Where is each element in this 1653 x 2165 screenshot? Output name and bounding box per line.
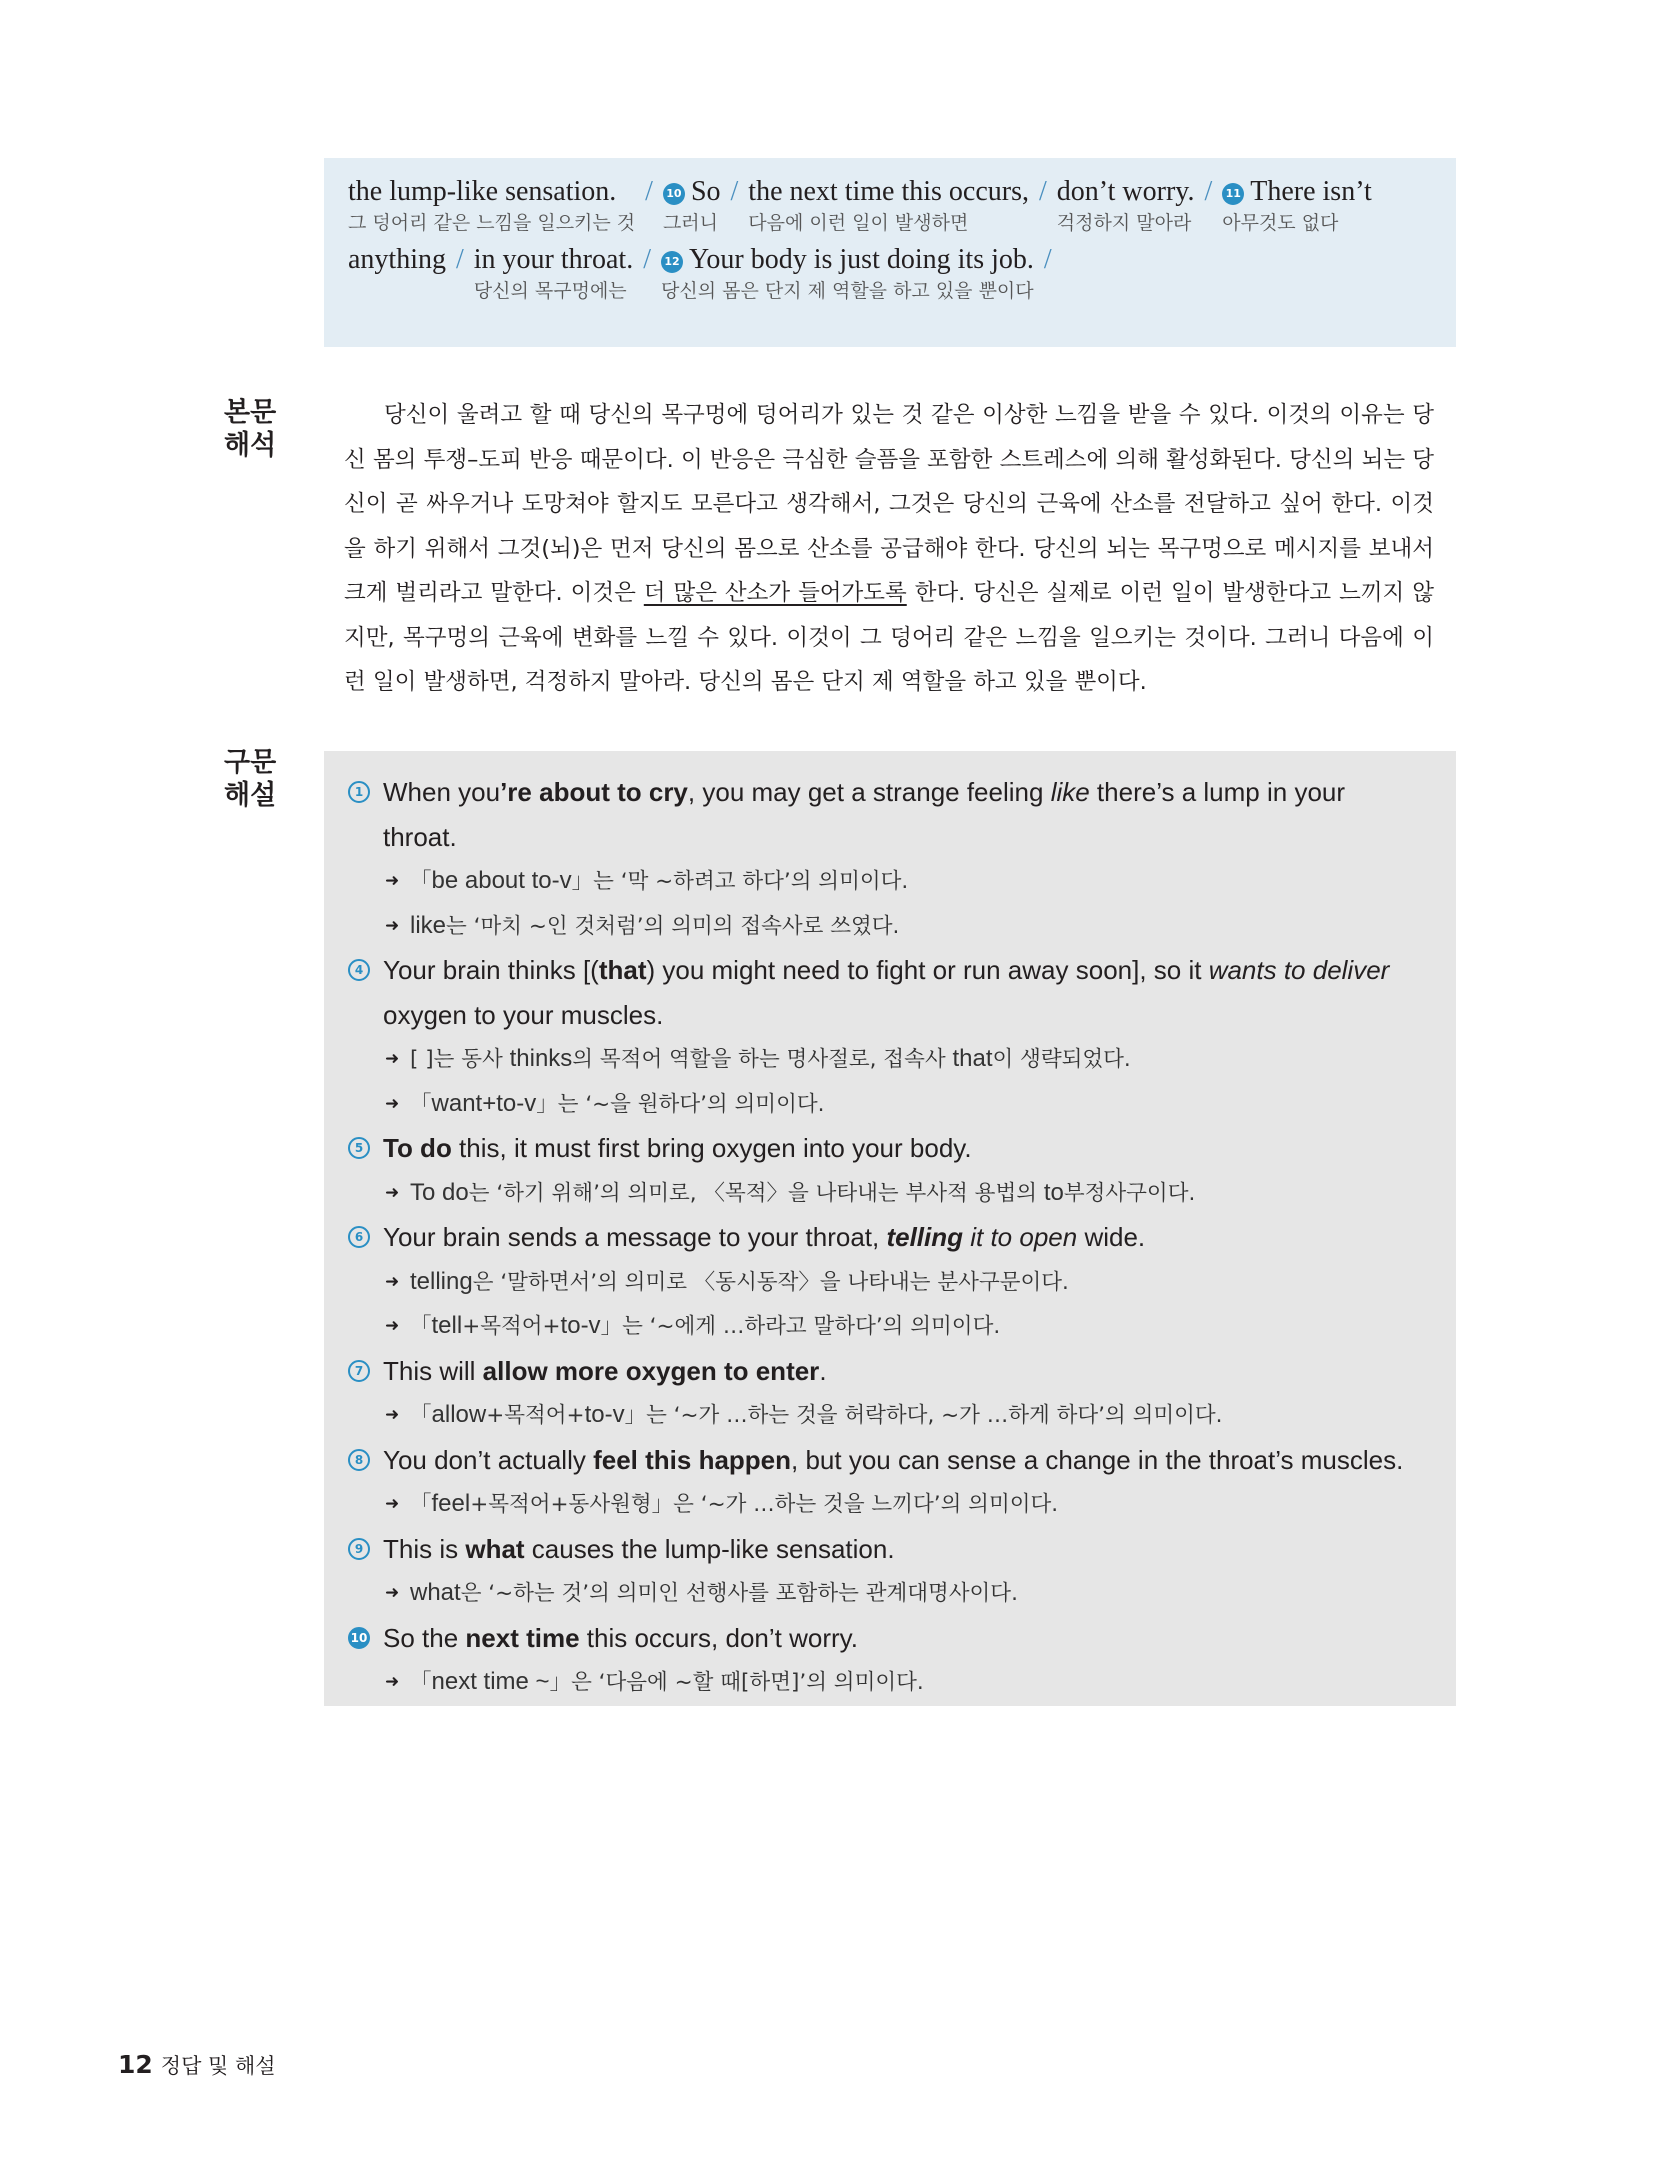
arrow-icon: ➜ xyxy=(385,1093,400,1114)
chunk-slash: / xyxy=(456,244,464,275)
chunk xyxy=(748,174,1029,236)
sentence-number-badge: 8 xyxy=(348,1449,370,1471)
sentence-number-badge: 11 xyxy=(1222,183,1244,205)
sentence-number-badge: 10 xyxy=(348,1627,370,1649)
sentence-4: 4 Your brain thinks [(that) you might need to fight or run away soon], so it wants to deliver xyxy=(348,948,1456,993)
sentence-1: 1 When you’re about to cry, you may get a strange feeling like there’s a lump in your xyxy=(348,770,1456,815)
grammar-note: ➜ 「allow+목적어+to-v」는 ‘~가 …하는 것을 허락하다, ~가 …하게 하다’의 의미이다. xyxy=(348,1393,1456,1438)
chunk-slash: / xyxy=(645,176,653,207)
sentence-10: 10 So the next time this occurs, don’t worry. xyxy=(348,1616,1456,1661)
arrow-icon: ➜ xyxy=(385,1049,400,1069)
arrow-icon: ➜ xyxy=(385,1316,400,1336)
chunk xyxy=(348,174,635,236)
sentence-8: 8 You don’t actually feel this happen, but you can sense a change in the throat’s muscles. xyxy=(348,1438,1456,1483)
sentence-4-continued: oxygen to your muscles. xyxy=(383,999,664,1030)
sentence-number-badge: 12 xyxy=(661,251,683,273)
arrow-icon: ➜ xyxy=(385,1672,400,1692)
chunk xyxy=(661,242,1034,304)
page-footer xyxy=(118,2050,276,2080)
chunk-line-1 xyxy=(348,174,1456,236)
grammar-note: ➜ 「feel+목적어+동사원형」은 ‘~가 …하는 것을 느끼다’의 의미이다. xyxy=(348,1482,1456,1527)
chunk xyxy=(474,242,633,304)
sentence-number-badge: 4 xyxy=(348,959,370,981)
chunk-korean: 아무것도 없다 xyxy=(1222,212,1339,234)
chunk-english: in your throat. xyxy=(473,244,634,275)
page-number: 12 xyxy=(118,2050,153,2079)
grammar-note: ➜ telling은 ‘말하면서’의 의미로 〈동시동작〉을 나타내는 분사구문이다. xyxy=(348,1260,1456,1305)
chunk-english: anything xyxy=(348,244,446,275)
sentence-number-badge: 10 xyxy=(663,183,685,205)
chunk xyxy=(1057,174,1195,236)
chunk-english: don’t worry. xyxy=(1056,176,1195,207)
chunk xyxy=(1222,174,1372,236)
grammar-note: ➜ 「want+to-v」는 ‘~을 원하다’의 의미이다. xyxy=(348,1082,1456,1127)
grammar-note: ➜ To do는 ‘하기 위해’의 의미로, 〈목적〉을 나타내는 부사적 용법의 to부정사구이다. xyxy=(348,1171,1456,1216)
chunk-korean: 당신의 목구멍에는 xyxy=(473,280,627,302)
arrow-icon: ➜ xyxy=(385,871,400,891)
chunk-slash: / xyxy=(643,244,651,275)
sentence-number-badge: 7 xyxy=(348,1360,370,1382)
chunk-english: So xyxy=(690,176,721,207)
arrow-icon: ➜ xyxy=(385,1182,400,1203)
grammar-note: ➜ what은 ‘~하는 것’의 의미인 선행사를 포함하는 관계대명사이다. xyxy=(348,1571,1456,1616)
arrow-icon: ➜ xyxy=(385,1405,400,1425)
chunk-slash: / xyxy=(1039,176,1047,207)
grammar-note: ➜ [ ]는 동사 thinks의 목적어 역할을 하는 명사절로, 접속사 that이 생략되었다. xyxy=(348,1037,1456,1082)
sentence-number-badge: 5 xyxy=(348,1137,370,1159)
sentence-9: 9 This is what causes the lump-like sensation. xyxy=(348,1527,1456,1572)
sentence-5: 5 To do this, it must first bring oxygen into your body. xyxy=(348,1126,1456,1171)
structure-explanation-box xyxy=(324,751,1456,1706)
chunk-korean: 그러니 xyxy=(662,212,718,234)
translation-section-label: 본문 해석 xyxy=(224,397,277,461)
chunk-slash: / xyxy=(730,176,739,207)
arrow-icon: ➜ xyxy=(385,1583,400,1603)
chunk-english: the next time this occurs, xyxy=(748,176,1030,207)
chunk-korean: 걱정하지 말아라 xyxy=(1056,212,1192,234)
chunk-english: There isn’t xyxy=(1250,176,1372,207)
sentence-number-badge: 9 xyxy=(348,1538,370,1560)
chunk-line-2 xyxy=(348,242,1456,304)
arrow-icon: ➜ xyxy=(385,1271,400,1292)
footer-label: 정답 및 해설 xyxy=(160,2054,276,2078)
sentence-1-continued: throat. xyxy=(383,821,457,852)
sentence-number-badge: 6 xyxy=(348,1226,370,1248)
chunk-korean: 다음에 이런 일이 발생하면 xyxy=(748,212,969,234)
grammar-note: ➜ 「tell+목적어+to-v」는 ‘~에게 …하라고 말하다’의 의미이다. xyxy=(348,1304,1456,1349)
grammar-note: ➜ like는 ‘마치 ~인 것처럼’의 의미의 접속사로 쓰였다. xyxy=(348,904,1456,949)
arrow-icon: ➜ xyxy=(385,1494,400,1514)
chunk-english: Your body is just doing its job. xyxy=(688,244,1034,275)
underlined-phrase: 더 많은 산소가 들어가도록 xyxy=(643,580,907,606)
arrow-icon: ➜ xyxy=(385,915,400,936)
chunk-korean: 그 덩어리 같은 느낌을 일으키는 것 xyxy=(348,212,636,234)
structure-section-label: 구문 해설 xyxy=(224,747,277,811)
grammar-note: ➜ 「be about to-v」는 ‘막 ~하려고 하다’의 의미이다. xyxy=(348,859,1456,904)
sentence-7: 7 This will allow more oxygen to enter. xyxy=(348,1349,1456,1394)
chunk-slash: / xyxy=(1204,176,1213,207)
grammar-note: ➜ 「next time ~」은 ‘다음에 ~할 때[하면]’의 의미이다. xyxy=(348,1660,1456,1705)
sentence-6: 6 Your brain sends a message to your throat, telling it to open wide. xyxy=(348,1215,1456,1260)
chunk-reading-box xyxy=(324,158,1456,347)
sentence-number-badge: 1 xyxy=(348,781,370,803)
chunk-slash: / xyxy=(1043,244,1052,275)
chunk xyxy=(663,174,721,236)
translation-paragraph: 당신이 울려고 할 때 당신의 목구멍에 덩어리가 있는 것 같은 이상한 느낌을 받을 수 있다. 이것의 이유는 당신 몸의 투쟁–도피 반응 때문이다. 이 반응은 극심한 슬픔을 포함한 스트레스에 의해 활성화된다. 당신의 뇌는 당신이 곧 싸우거나 도망쳐야 할지도 모른다고 생각해서, 그것은 당신의 근육에 산소를 전달하고 싶어 한다. 이것을 하기 위해서 그것(뇌)은 먼저 당신의 몸으로 산소를 공급해야 한다. 당신의 뇌는 목구멍으로 메시지를 보내서 크게 벌리라고 말한다. 이것은 더 많은 산소가 들어가도록 한다. 당신은 실제로 이런 일이 발생한다고 느끼지 않지만, 목구멍의 근육에 변화를 느낄 수 있다. 이것이 그 덩어리 같은 느낌을 일으키는 것이다. 그러니 다음에 이런 일이 발생하면, 걱정하지 말아라. 당신의 몸은 단지 제 역할을 하고 있을 뿐이다. xyxy=(344,402,1434,695)
chunk-english: the lump-like sensation. xyxy=(348,176,617,207)
chunk xyxy=(348,242,446,278)
chunk-korean: 당신의 몸은 단지 제 역할을 하고 있을 뿐이다 xyxy=(660,280,1034,302)
